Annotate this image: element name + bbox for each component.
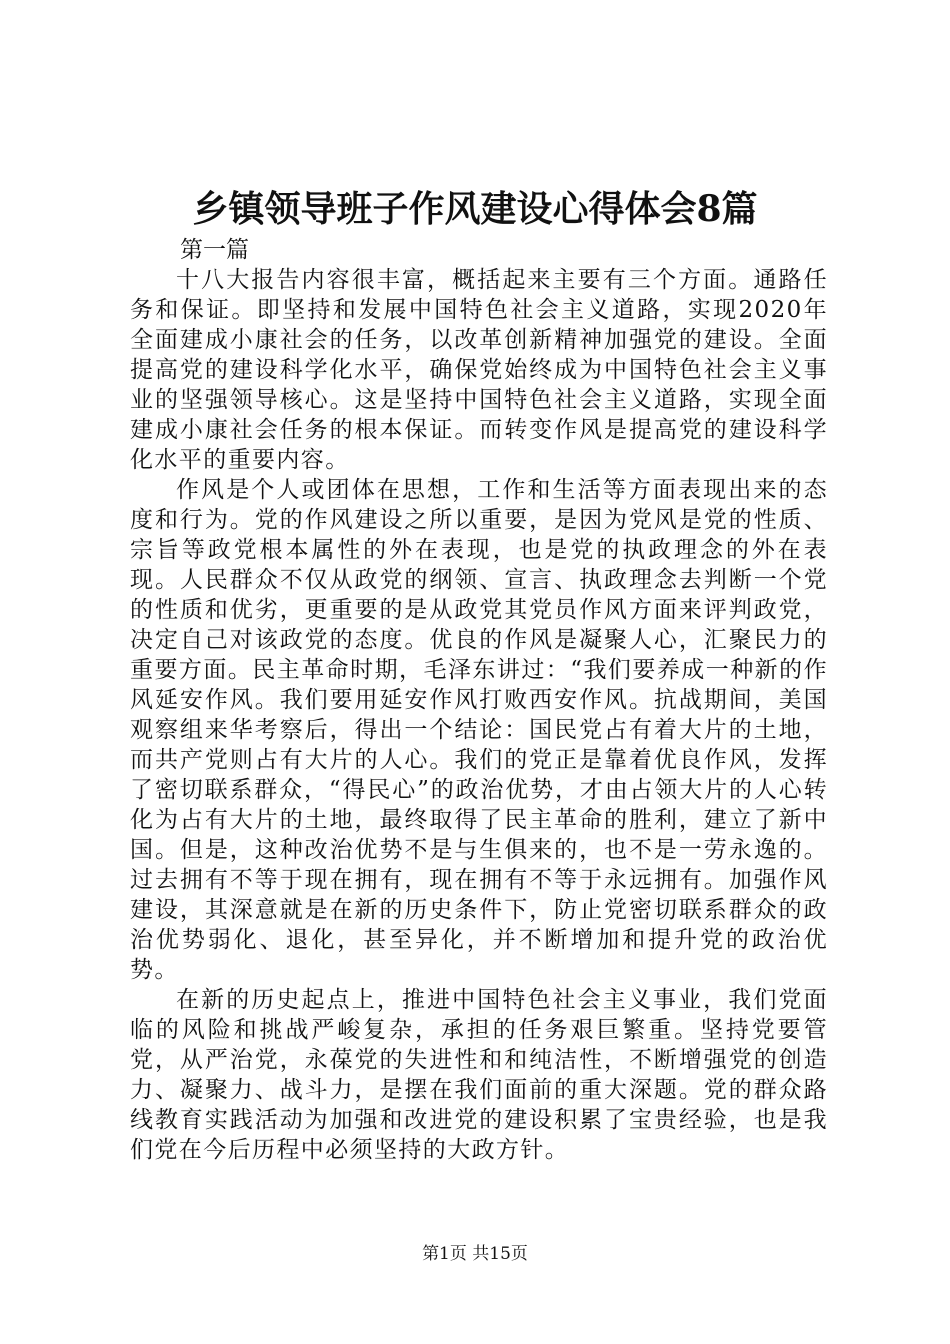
document-title: 乡镇领导班子作风建设心得体会8篇 (192, 188, 758, 230)
section-label: 第一篇 (180, 237, 249, 263)
paragraph-2: 作风是个人或团体在思想，工作和生活等方面表现出来的态度和行为。党的作风建设之所以重要，是因为党风是党的性质、宗旨等政党根本属性的外在表现，也是党的执政理念的外在表现。人民群众不仅从政党的纲领、宣言、执政理念去判断一个党的性质和优劣，更重要的是从政党其党员作风方面来评判政党，决定自己对该政党的态度。优良的作风是凝聚人心，汇聚民力的重要方面。民主革命时期，毛泽东讲过：“我们要养成一种新的作风延安作风。我们要用延安作风打败西安作风。抗战期间，美国观察组来华考察后，得出一个结论：国民党占有着大片的土地，而共产党则占有大片的人心。我们的党正是靠着优良作风，发挥了密切联系群众，“得民心”的政治优势，才由占领大片的人心转化为占有大片的土地，最终取得了民主革命的胜利，建立了新中国。但是，这种改治优势不是与生俱来的，也不是一劳永逸的。过去拥有不等于现在拥有，现在拥有不等于永远拥有。加强作风建设，其深意就是在新的历史条件下，防止党密切联系群众的政治优势弱化、退化，甚至异化，并不断增加和提升党的政治优势。 (130, 477, 828, 983)
paragraph-1: 十八大报告内容很丰富，概括起来主要有三个方面。通路任务和保证。即坚持和发展中国特色社会主义道路，实现2020年全面建成小康社会的任务，以改革创新精神加强党的建设。全面提高党的建设科学化水平，确保党始终成为中国特色社会主义事业的坚强领导核心。这是坚持中国特色社会主义道路，实现全面建成小康社会任务的根本保证。而转变作风是提高党的建设科学化水平的重要内容。 (130, 267, 828, 473)
page-footer: 第1页 共15页 (422, 1244, 528, 1264)
paragraph-3: 在新的历史起点上，推进中国特色社会主义事业，我们党面临的风险和挑战严峻复杂，承担的任务艰巨繁重。坚持党要管党，从严治党，永葆党的失进性和和纯洁性，不断增强党的创造力、凝聚力、战斗力，是摆在我们面前的重大深题。党的群众路线教育实践活动为加强和改进党的建设积累了宝贵经验，也是我们党在今后历程中必须坚持的大政方针。 (130, 987, 828, 1163)
document-body (130, 235, 828, 1165)
